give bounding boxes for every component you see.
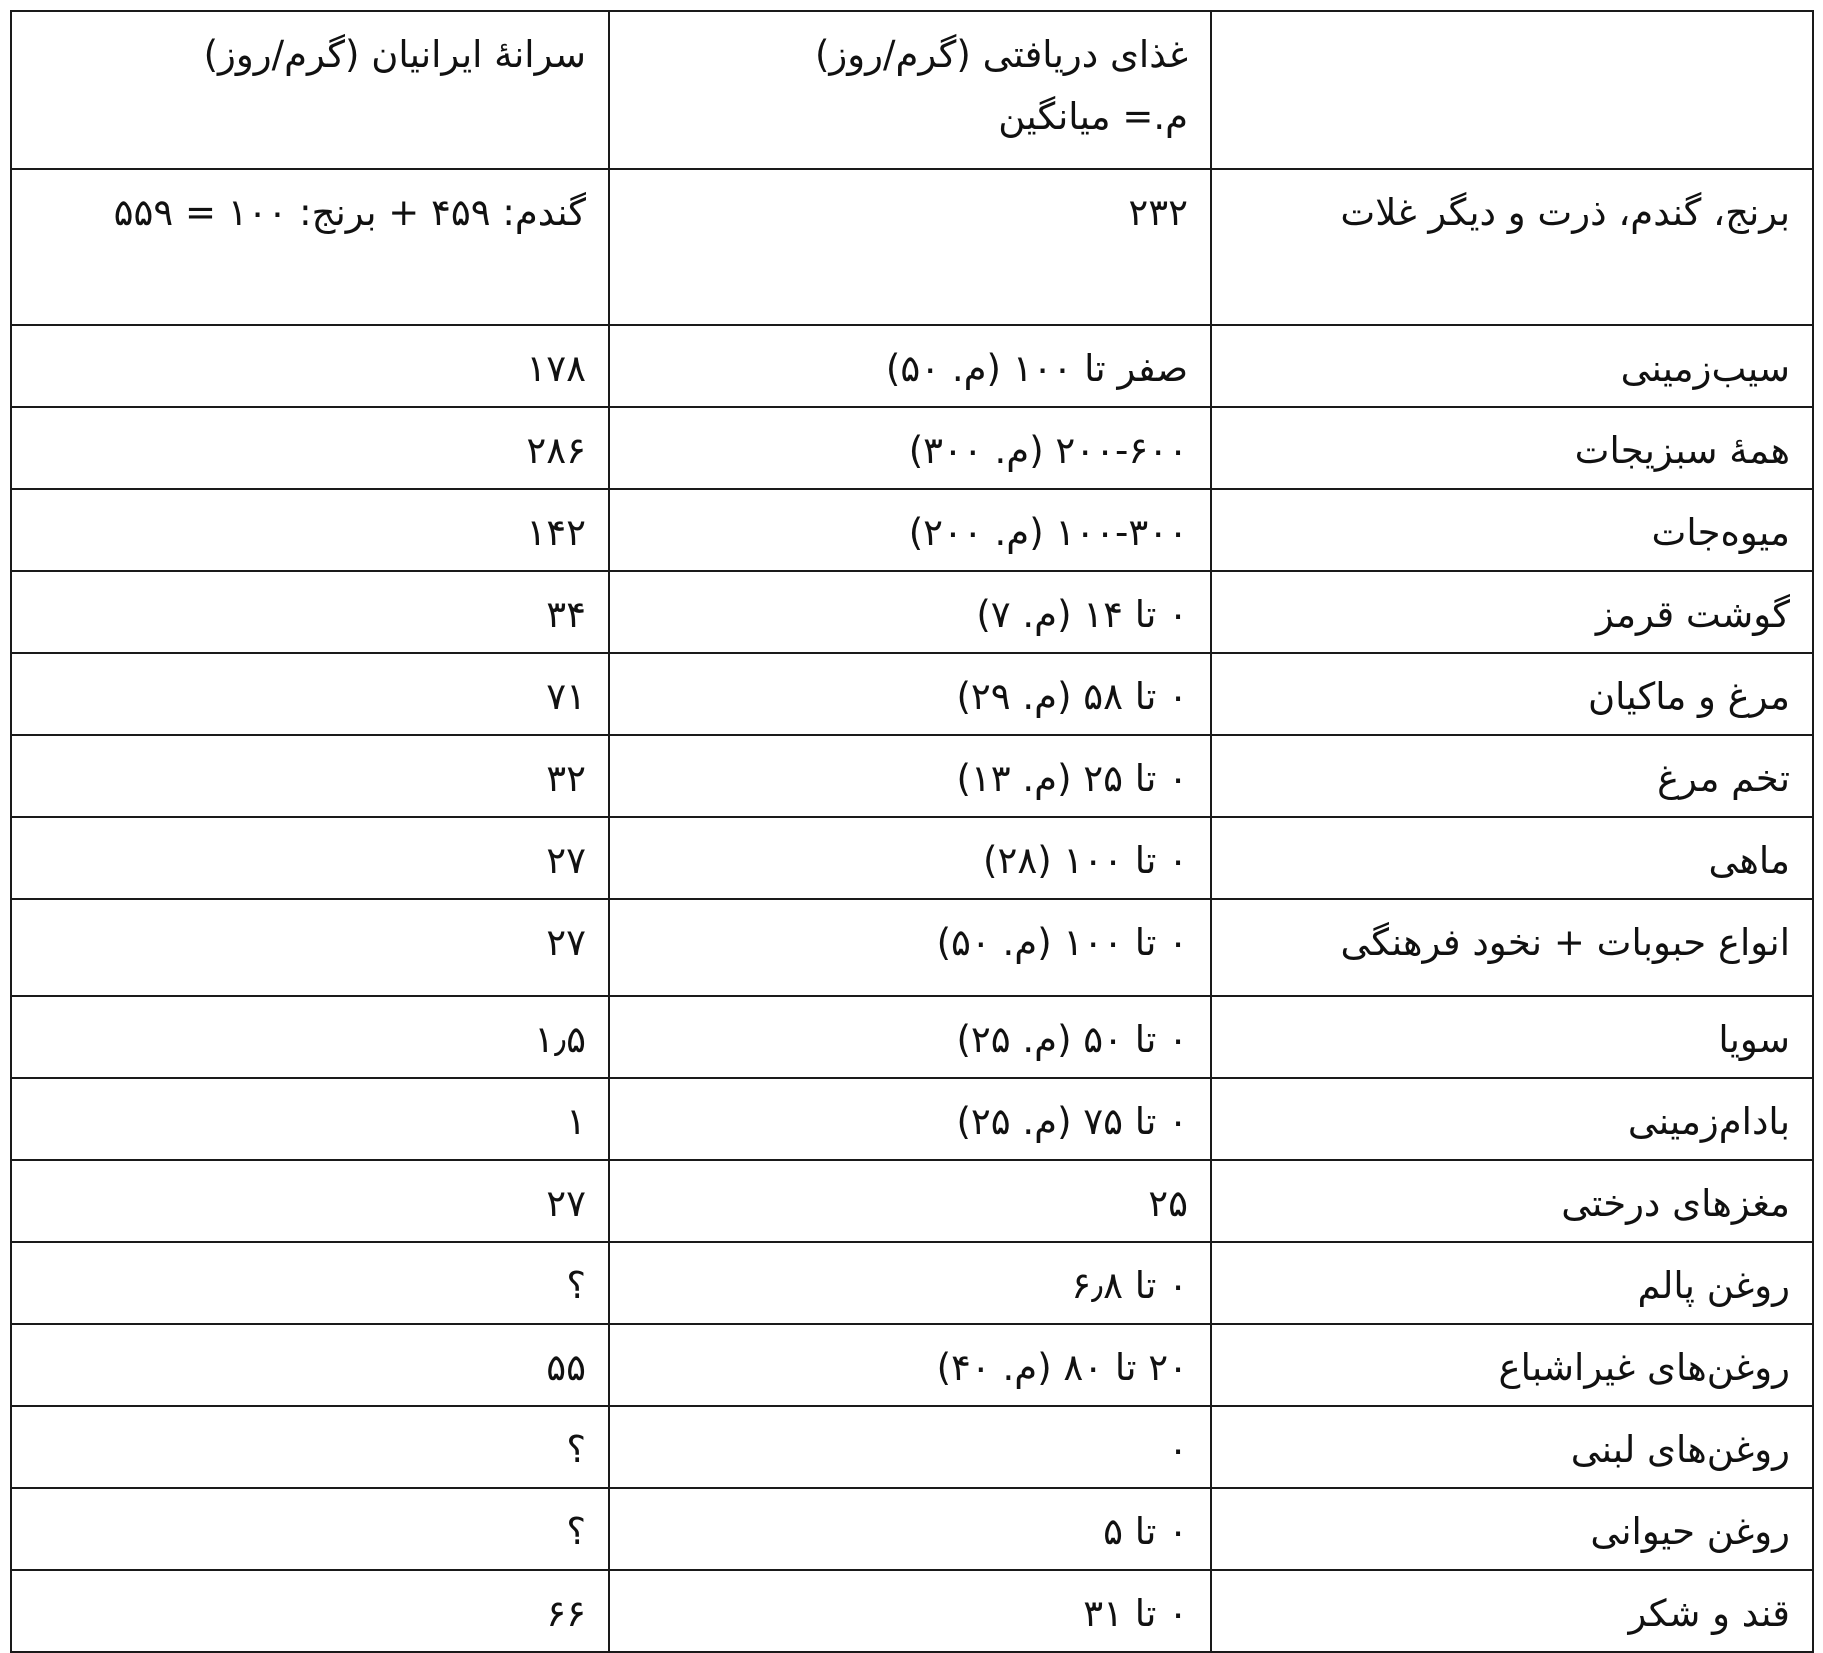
table-row xyxy=(11,735,1813,817)
table-row xyxy=(11,1406,1813,1488)
food-cell: قند و شکر xyxy=(1211,1570,1813,1652)
iran-cell: ۲۸۶ xyxy=(11,407,609,489)
iran-cell: ۱۷۸ xyxy=(11,325,609,407)
intake-cell: ۰ تا ۳۱ xyxy=(609,1570,1211,1652)
food-cell: مغزهای درختی xyxy=(1211,1160,1813,1242)
food-cell: سیب‌زمینی xyxy=(1211,325,1813,407)
food-cell: برنج، گندم، ذرت و دیگر غلات xyxy=(1211,169,1813,325)
table-row xyxy=(11,407,1813,489)
table-row xyxy=(11,817,1813,899)
table-row xyxy=(11,899,1813,996)
intake-cell: ۰ تا ۵۰ (م. ۲۵) xyxy=(609,996,1211,1078)
table-row xyxy=(11,571,1813,653)
food-cell: مرغ و ماکیان xyxy=(1211,653,1813,735)
iran-cell: ؟ xyxy=(11,1406,609,1488)
food-cell: ماهی xyxy=(1211,817,1813,899)
intake-cell: ۰ تا ۱۰۰ (م. ۵۰) xyxy=(609,899,1211,996)
iran-cell: ۲۷ xyxy=(11,1160,609,1242)
iran-cell: ۳۲ xyxy=(11,735,609,817)
intake-cell: ۰ تا ۵۸ (م. ۲۹) xyxy=(609,653,1211,735)
table-row xyxy=(11,325,1813,407)
header-intake-title: غذای دریافتی (گرم/روز) xyxy=(814,33,1188,76)
food-cell: تخم مرغ xyxy=(1211,735,1813,817)
food-cell: همهٔ سبزیجات xyxy=(1211,407,1813,489)
header-iran-cell: سرانهٔ ایرانیان (گرم/روز) xyxy=(11,11,609,169)
table-header-row xyxy=(11,11,1813,169)
iran-cell: ۳۴ xyxy=(11,571,609,653)
intake-cell: ۲۳۲ xyxy=(609,169,1211,325)
table-row xyxy=(11,996,1813,1078)
iran-cell: ۲۷ xyxy=(11,817,609,899)
intake-cell: ۲۰۰-۶۰۰ (م. ۳۰۰) xyxy=(609,407,1211,489)
iran-cell: گندم: ۴۵۹ + برنج: ۱۰۰ = ۵۵۹ xyxy=(11,169,609,325)
food-cell: بادام‌زمینی xyxy=(1211,1078,1813,1160)
table-row xyxy=(11,1078,1813,1160)
intake-cell: صفر تا ۱۰۰ (م. ۵۰) xyxy=(609,325,1211,407)
food-cell: سویا xyxy=(1211,996,1813,1078)
intake-cell: ۱۰۰-۳۰۰ (م. ۲۰۰) xyxy=(609,489,1211,571)
iran-cell: ؟ xyxy=(11,1488,609,1570)
header-food-cell xyxy=(1211,11,1813,169)
table-row xyxy=(11,653,1813,735)
intake-cell: ۲۵ xyxy=(609,1160,1211,1242)
intake-cell: ۰ تا ۱۰۰ (۲۸) xyxy=(609,817,1211,899)
food-cell: روغن‌های لبنی xyxy=(1211,1406,1813,1488)
table-row xyxy=(11,1242,1813,1324)
intake-cell: ۰ xyxy=(609,1406,1211,1488)
food-cell: روغن پالم xyxy=(1211,1242,1813,1324)
intake-cell: ۰ تا ۶٫۸ xyxy=(609,1242,1211,1324)
table-row xyxy=(11,1160,1813,1242)
intake-cell: ۰ تا ۷۵ (م. ۲۵) xyxy=(609,1078,1211,1160)
iran-cell: ۱٫۵ xyxy=(11,996,609,1078)
food-cell: گوشت قرمز xyxy=(1211,571,1813,653)
iran-cell: ۱ xyxy=(11,1078,609,1160)
food-cell: میوه‌جات xyxy=(1211,489,1813,571)
table-row xyxy=(11,1324,1813,1406)
table-row xyxy=(11,169,1813,325)
table-row xyxy=(11,1488,1813,1570)
table-row xyxy=(11,489,1813,571)
iran-cell: ۶۶ xyxy=(11,1570,609,1652)
table-body xyxy=(11,11,1813,1652)
intake-cell: ۰ تا ۵ xyxy=(609,1488,1211,1570)
food-cell: روغن حیوانی xyxy=(1211,1488,1813,1570)
food-cell: انواع حبوبات + نخود فرهنگی xyxy=(1211,899,1813,996)
intake-cell: ۰ تا ۲۵ (م. ۱۳) xyxy=(609,735,1211,817)
iran-cell: ؟ xyxy=(11,1242,609,1324)
iran-cell: ۲۷ xyxy=(11,899,609,996)
intake-cell: ۰ تا ۱۴ (م. ۷) xyxy=(609,571,1211,653)
food-cell: روغن‌های غیراشباع xyxy=(1211,1324,1813,1406)
food-intake-table xyxy=(10,10,1814,1653)
intake-cell: ۲۰ تا ۸۰ (م. ۴۰) xyxy=(609,1324,1211,1406)
iran-cell: ۵۵ xyxy=(11,1324,609,1406)
header-intake-cell xyxy=(609,11,1211,169)
iran-cell: ۷۱ xyxy=(11,653,609,735)
header-intake-note: م.= میانگین xyxy=(998,95,1188,138)
iran-cell: ۱۴۲ xyxy=(11,489,609,571)
